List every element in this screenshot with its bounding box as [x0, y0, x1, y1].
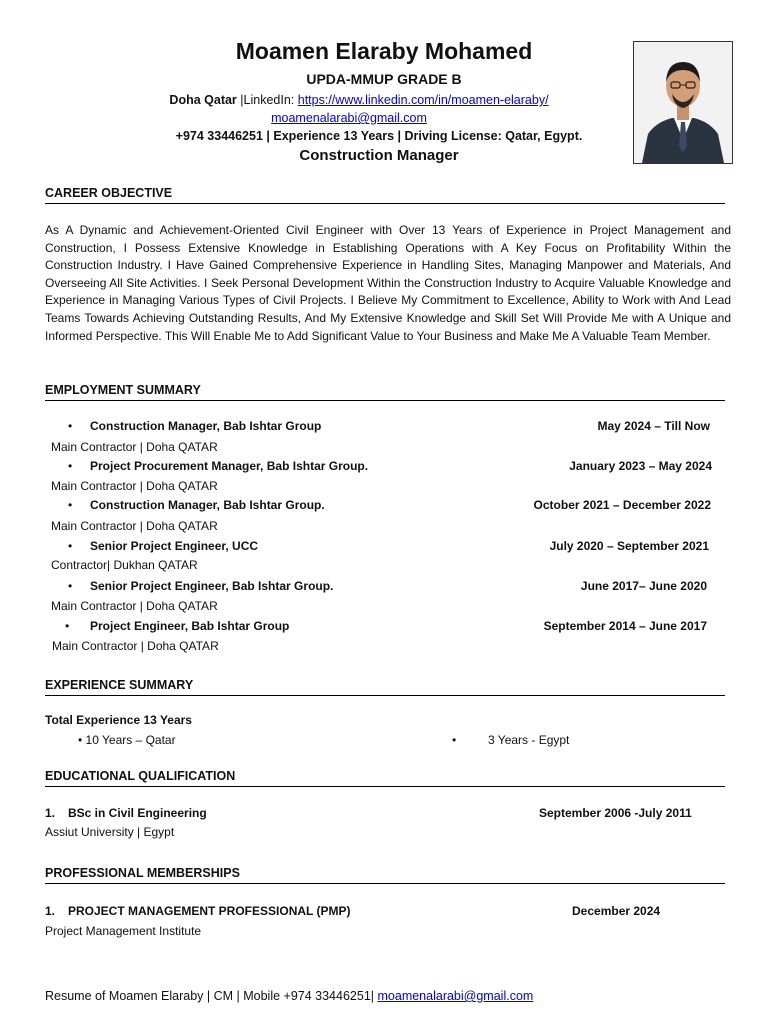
email-line — [0, 111, 698, 125]
bullet-icon: • — [68, 539, 73, 553]
location-linkedin-line — [0, 93, 718, 107]
job-dates: January 2023 – May 2024 — [569, 459, 712, 473]
job-title: Construction Manager, Bab Ishtar Group. — [90, 498, 325, 512]
bullet-icon: • — [68, 498, 73, 512]
job-detail: Contractor| Dukhan QATAR — [51, 558, 198, 572]
location: Doha Qatar — [169, 93, 237, 107]
job-dates: July 2020 – September 2021 — [549, 539, 709, 553]
employment-heading: EMPLOYMENT SUMMARY — [45, 383, 725, 401]
job-detail: Main Contractor | Doha QATAR — [51, 599, 218, 613]
job-title: Construction Manager, Bab Ishtar Group — [90, 419, 322, 433]
education-heading: EDUCATIONAL QUALIFICATION — [45, 769, 725, 787]
grade-title: UPDA-MMUP GRADE B — [306, 71, 462, 87]
experience-heading: EXPERIENCE SUMMARY — [45, 678, 725, 696]
contact-line: +974 33446251 | Experience 13 Years | Driving License: Qatar, Egypt. — [175, 129, 583, 143]
bullet-icon: • — [65, 619, 70, 633]
footer-text: Resume of Moamen Elaraby | CM | Mobile +974 33446251| — [45, 989, 378, 1003]
job-dates: June 2017– June 2020 — [580, 579, 707, 593]
profile-photo — [633, 41, 733, 164]
membership-date: December 2024 — [572, 904, 661, 918]
job-detail: Main Contractor | Doha QATAR — [51, 479, 218, 493]
role-title: Construction Manager — [299, 147, 459, 164]
job-title: Senior Project Engineer, Bab Ishtar Group. — [90, 579, 334, 593]
email-link[interactable]: moamenalarabi@gmail.com — [271, 111, 427, 125]
university: Assiut University | Egypt — [45, 825, 175, 839]
career-objective-heading: CAREER OBJECTIVE — [45, 186, 725, 204]
job-detail: Main Contractor | Doha QATAR — [51, 519, 218, 533]
bullet-icon: • — [68, 419, 73, 433]
bullet-icon: • — [68, 459, 73, 473]
bullet-icon: • — [452, 733, 457, 747]
memberships-heading: PROFESSIONAL MEMBERSHIPS — [45, 866, 725, 884]
total-experience: Total Experience 13 Years — [45, 713, 192, 727]
job-title: Senior Project Engineer, UCC — [90, 539, 259, 553]
education-dates: September 2006 -July 2011 — [539, 806, 692, 820]
experience-qatar: • 10 Years – Qatar — [78, 733, 176, 747]
membership-org: Project Management Institute — [45, 924, 202, 938]
footer-email-link[interactable]: moamenalarabi@gmail.com — [377, 989, 534, 1003]
linkedin-link[interactable]: https://www.linkedin.com/in/moamen-elaraby/ — [297, 93, 549, 107]
job-dates: May 2024 – Till Now — [597, 419, 710, 433]
linkedin-label: |LinkedIn: — [240, 93, 298, 107]
career-objective-text: As A Dynamic and Achievement-Oriented Civil Engineer with Over 13 Years of Experience in Project Management and Construction, I Possess Extensive Knowledge in Establishing Operations with A Key Focus on Profitability Within the Construction Industry. I Have Gained Comprehensive Experience in Handling Sites, Managing Manpower and Materials, And Overseeing All Site Activities. I Seek Personal Development Within the Construction Industry to Acquire Valuable Knowledge and Experience in Managing Various Types of Civil Projects. I Believe My Commitment to Excellence, Ability to Work with And Lead Teams Towards Achieving Outstanding Results, And My Extensive Knowledge and Skill Set Will Provide Me with A Unique and Informed Perspective. This Will Enable Me to Add Significant Value to Your Business and Make Me A Valuable Team Member. — [45, 223, 731, 343]
membership-title: PROJECT MANAGEMENT PROFESSIONAL (PMP) — [68, 904, 351, 918]
degree-title: BSc in Civil Engineering — [68, 806, 207, 820]
job-detail: Main Contractor | Doha QATAR — [52, 639, 219, 653]
job-title: Project Procurement Manager, Bab Ishtar Group. — [90, 459, 369, 473]
experience-egypt: 3 Years - Egypt — [488, 733, 570, 747]
job-dates: October 2021 – December 2022 — [533, 498, 711, 512]
footer — [45, 989, 533, 1003]
membership-number: 1. — [45, 904, 56, 918]
education-number: 1. — [45, 806, 56, 820]
job-detail: Main Contractor | Doha QATAR — [51, 440, 218, 454]
portrait-image — [634, 42, 732, 163]
job-dates: September 2014 – June 2017 — [543, 619, 707, 633]
candidate-name: Moamen Elaraby Mohamed — [235, 38, 533, 64]
job-title: Project Engineer, Bab Ishtar Group — [90, 619, 290, 633]
bullet-icon: • — [68, 579, 73, 593]
